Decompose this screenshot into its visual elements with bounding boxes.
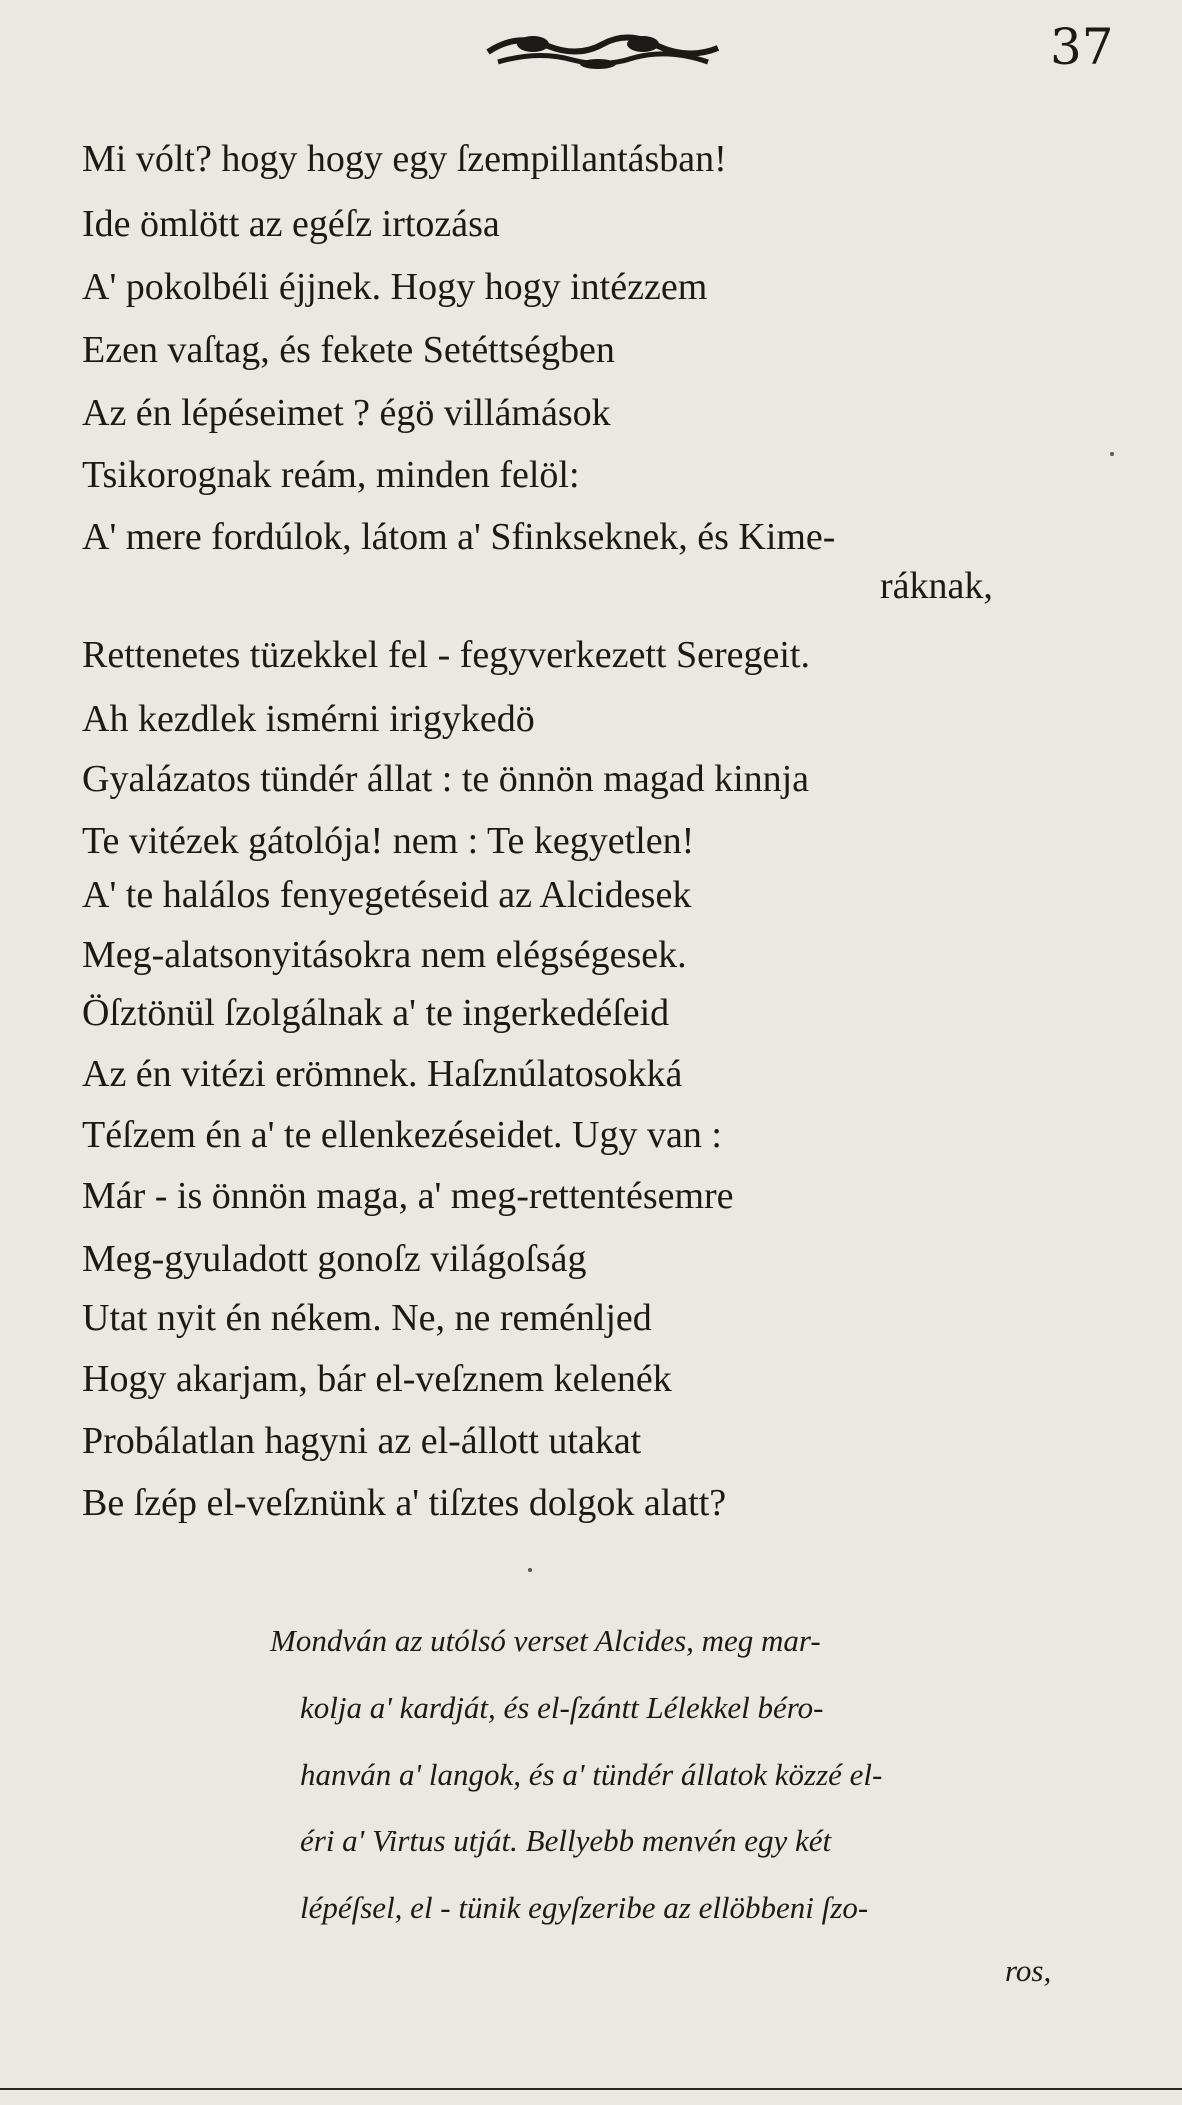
verse-line: Te vitézek gátolója! nem : Te kegyetlen! <box>82 820 695 862</box>
verse-line: Már - is önnön maga, a' meg-rettentésemre <box>82 1175 734 1217</box>
verse-line: Meg-gyuladott gonoſz világoſság <box>82 1238 587 1280</box>
stage-direction-line: lépéſsel, el - tünik egyſzeribe az ellöbbeni ſzo- <box>300 1890 869 1925</box>
verse-line: A' pokolbéli éjjnek. Hogy hogy intézzem <box>82 266 708 308</box>
stage-direction-line: kolja a' kardját, és el-ſzántt Lélekkel béro- <box>300 1690 824 1725</box>
verse-line: Tsikorognak reám, minden felöl: <box>82 454 580 496</box>
paper-speck <box>1110 452 1114 456</box>
stage-direction-line: éri a' Virtus utját. Bellyebb menvén egy két <box>300 1823 832 1858</box>
paper-speck <box>528 1568 532 1572</box>
verse-line: Téſzem én a' te ellenkezéseidet. Ugy van : <box>82 1114 722 1156</box>
verse-line: Hogy akarjam, bár el-veſznem kelenék <box>82 1358 672 1400</box>
verse-line: Az én lépéseimet ? égö villámások <box>82 392 611 434</box>
verse-line: A' mere fordúlok, látom a' Sfinkseknek, és Kime- <box>82 516 836 558</box>
verse-line-continuation: ráknak, <box>880 565 993 607</box>
verse-line: Ah kezdlek ismérni irigykedö <box>82 698 535 740</box>
verse-line: Rettenetes tüzekkel fel - fegyverkezett Seregeit. <box>82 634 810 676</box>
verse-line: Probálatlan hagyni az el-állott utakat <box>82 1420 642 1462</box>
verse-line: Utat nyit én nékem. Ne, ne reménljed <box>82 1297 652 1339</box>
verse-line: Gyalázatos tündér állat : te önnön magad kinnja <box>82 758 810 800</box>
verse-line: Öſztönül ſzolgálnak a' te ingerkedéſeid <box>82 992 670 1034</box>
verse-line: A' te halálos fenyegetéseid az Alcidesek <box>82 874 692 916</box>
verse-line: Ezen vaſtag, és fekete Setéttségben <box>82 329 615 371</box>
page-number: 37 <box>1050 18 1114 76</box>
verse-line: Mi vólt? hogy hogy egy ſzempillantásban! <box>82 138 727 180</box>
verse-line: Az én vitézi erömnek. Haſznúlatosokká <box>82 1053 683 1095</box>
printer-ornament-icon <box>478 22 728 74</box>
stage-direction-line: hanván a' langok, és a' tündér állatok közzé el- <box>300 1757 883 1792</box>
verse-line: Meg-alatsonyitásokra nem elégségesek. <box>82 934 687 976</box>
stage-direction-line: Mondván az utólsó verset Alcides, meg mar- <box>270 1623 821 1658</box>
verse-line: Be ſzép el-veſznünk a' tiſztes dolgok alatt? <box>82 1482 727 1524</box>
verse-line: Ide ömlött az egéſz irtozása <box>82 203 500 245</box>
stage-direction-line: ros, <box>1005 1953 1052 1988</box>
page-bottom-edge <box>0 2088 1182 2090</box>
